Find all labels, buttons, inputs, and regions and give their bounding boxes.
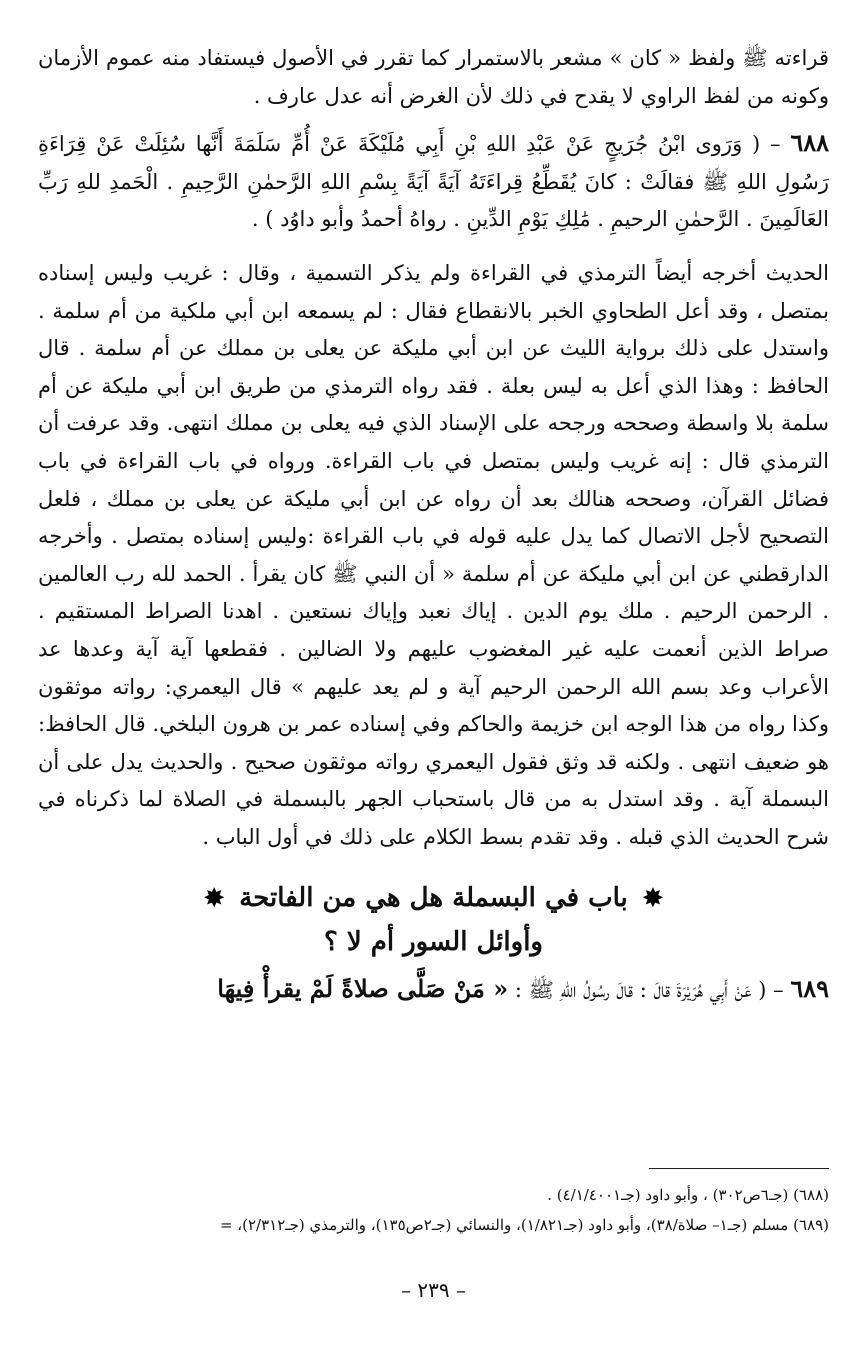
hadith-number: ٦٨٨ — [790, 128, 829, 158]
heading-text-1: باب في البسملة هل هي من الفاتحة — [239, 883, 628, 914]
heading-line-2: وأوائل السور أم لا ؟ — [324, 927, 543, 958]
hadith-688 — [38, 124, 829, 239]
footnotes — [38, 1180, 829, 1240]
hadith-number: ٦٨٩ — [790, 974, 829, 1004]
hadith-text: – ( وَرَوى ابْنُ جُرَيجٍ عَنْ عَبْدِ اللهِ بْنِ أَبِي مُلَيْكَةَ عَنْ أُمِّ سَلَمَةَ أَنَّها سُئِلَتْ عَنْ قِرَاءَةِ رَسُولِ اللهِ ﷺ فقالَتْ : كانَ يُقَطِّعُ قِراءَتَهُ آيَةً آيَةً بِسْمِ اللهِ الرَّحمٰنِ الرَّحِيمِ . الْحَمدِ للهِ رَبِّ العَالَمِينَ . الرَّحمٰنِ الرحيمِ . مَٰلِكِ يَوْمِ الدِّينِ . رواهُ أحمدُ وأبو داوُد ) . — [38, 132, 829, 232]
hadith-bold-text: « مَنْ صَلَّى صلاةً لَمْ يقرأْ فِيهَا — [217, 974, 509, 1004]
heading-line-1 — [38, 876, 829, 920]
hadith-text: – ( عَنْ أَبِي هُرَيْرَةَ قالَ : قالَ رسُولُ اللهِ ﷺ : — [514, 978, 784, 1003]
hadith-689 — [38, 970, 829, 1010]
commentary-paragraph: الحديث أخرجه أيضاً الترمذي في القراءة ولم يذكر التسمية ، وقال : غريب وليس إسناده بمتصل ، وقد أعل الطحاوي الخبر بالانقطاع فقال : لم يسمعه ابن أبي ملكية من أم سلمة . واستدل على ذلك برواية الليث عن ابن أبي مليكة عن يعلى بن مملك عن أم سلمة . قال الحافظ : وهذا الذي أعل به ليس بعلة . فقد رواه الترمذي من طريق ابن أبي مليكة عن أم سلمة بلا واسطة وصححه ورجحه على الإسناد الذي فيه يعلى بن مملك انتهى. وقد عرفت أن الترمذي قال : إنه غريب وليس بمتصل في باب القراءة. ورواه في باب القراءة في باب فضائل القرآن، وصححه هنالك بعد أن رواه عن ابن أبي مليكة عن يعلى بن مملك ، فلعل التصحيح لأجل الاتصال كما يدل عليه قوله في باب القراءة :وليس إسناده بمتصل . وأخرجه الدارقطني عن ابن أبي مليكة عن أم سلمة « أن النبي ﷺ كان يقرأ . الحمد لله رب العالمين . الرحمن الرحيم . ملك يوم الدين . إياك نعبد وإياك نستعين . اهدنا الصراط المستقيم . صراط الذين أنعمت عليه غير المغضوب عليهم ولا الضالين . فقطعها آية آية وعدها عد الأعراب وعد بسم الله الرحمن الرحيم آية و لم يعد عليهم » قال اليعمري: رواته موثقون وكذا رواه من هذا الوجه ابن خزيمة والحاكم وفي إسناده عمر بن هرون البلخي. قال الحافظ: هو ضعيف انتهى . ولكنه قد وثق فقول اليعمري رواته موثقون صحيح . والحديث يدل على أن البسملة آية . وقد استدل به من قال باستحباب الجهر بالبسملة في الصلاة لما ذكرناه في شرح الحديث الذي قبله . وقد تقدم بسط الكلام على ذلك في أول الباب . — [38, 260, 829, 849]
footnote-688: (٦٨٨) (جـ٦ص٣٠٢) ، وأبو داود (جـ٤/١/٤٠٠١) . — [547, 1186, 829, 1204]
footnote-689: (٦٨٩) مسلم (جـ١– صلاة/٣٨)، وأبو داود (جـ١/٨٢١)، والنسائي (جـ٢ص١٣٥)، والترمذي (جـ٢/٣١٢)، = — [219, 1216, 829, 1234]
star-ornament-icon: ✸ — [204, 883, 225, 913]
star-ornament-icon: ✸ — [642, 883, 663, 913]
paragraph-continuation: قراءته ﷺ ولفظ « كان » مشعر بالاستمرار كما تقرر في الأصول فيستفاد منه عموم الأزمان وكونه من لفظ الراوي لا يقدح في ذلك لأن الغرض أنه عدل عارف . — [38, 46, 829, 108]
page-number: – ٢٣٩ – — [401, 1278, 466, 1302]
chapter-heading — [38, 876, 829, 964]
footnote-divider — [649, 1168, 829, 1169]
